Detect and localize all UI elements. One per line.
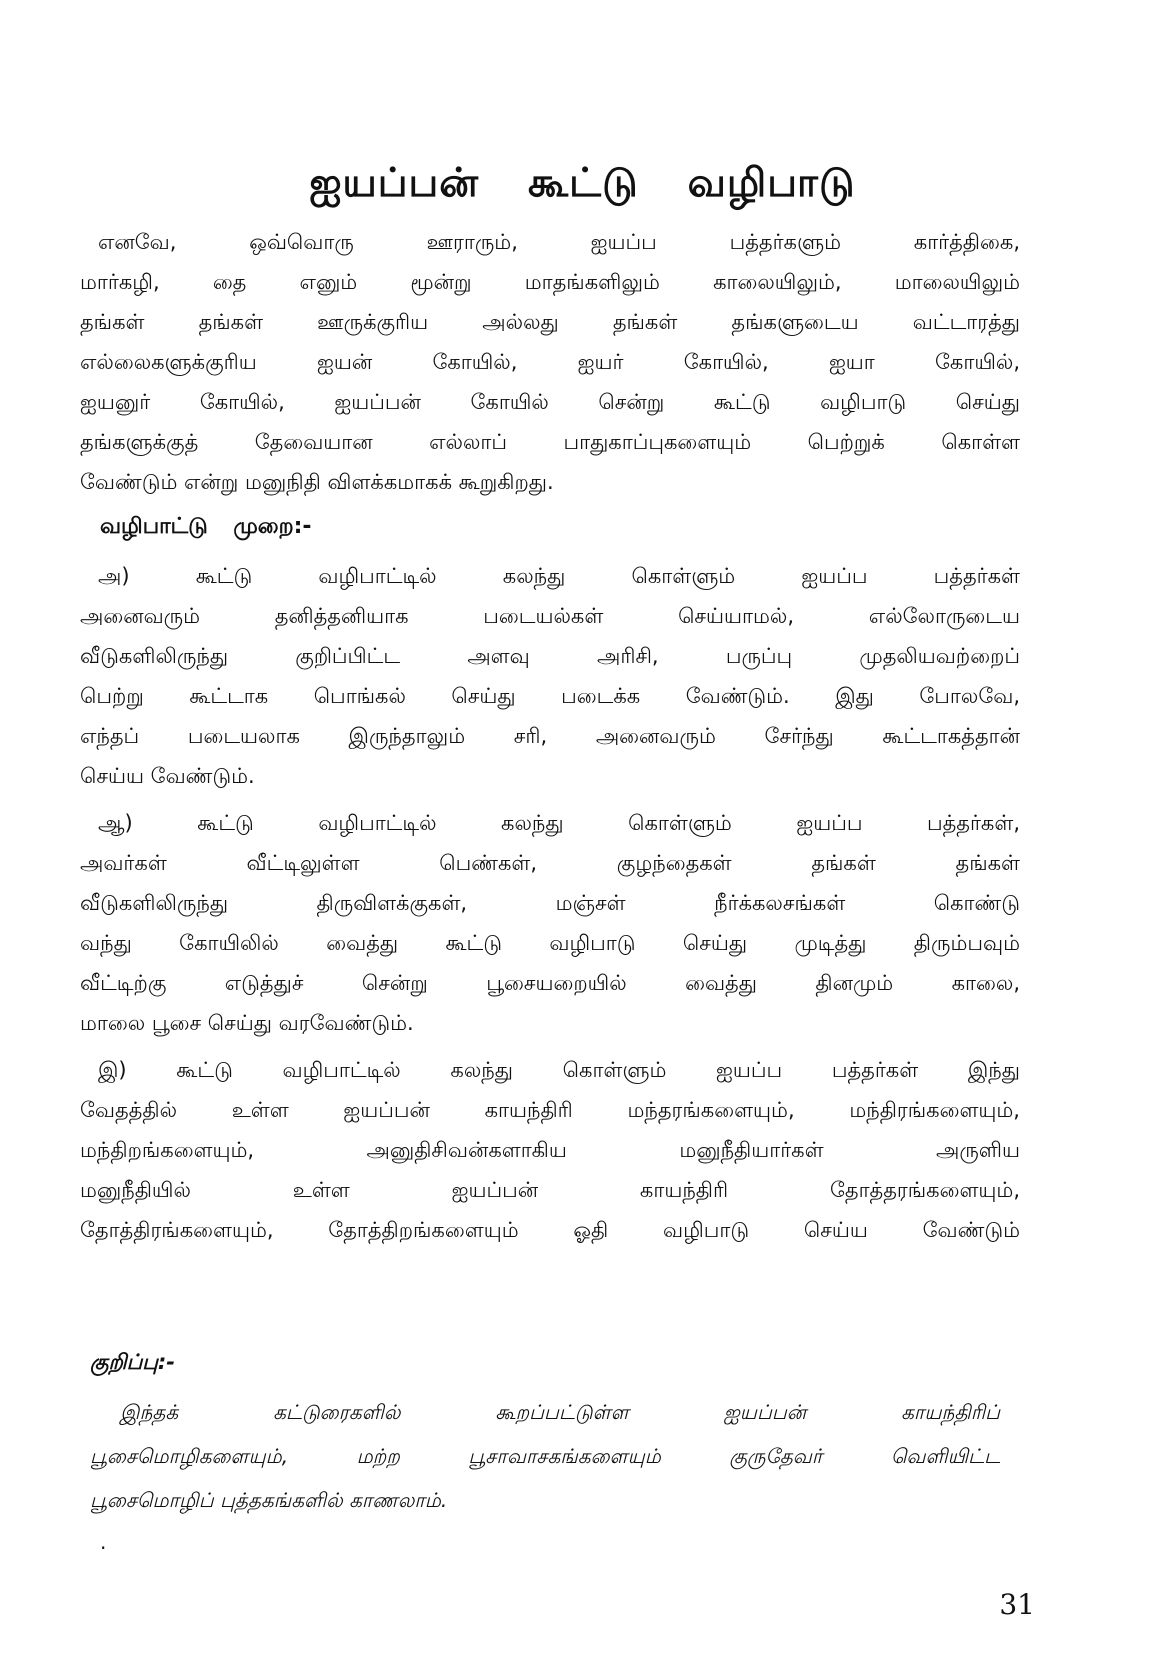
- text-line: அ) கூட்டு வழிபாட்டில் கலந்து கொள்ளும் ஐயப்ப பத்தர்கள்: [98, 564, 1020, 588]
- text-line: தோத்திரங்களையும், தோத்திறங்களையும் ஓதி வழிபாடு செய்ய வேண்டும்: [80, 1218, 1020, 1242]
- text-line: பூசைமொழிகளையும், மற்ற பூசாவாசகங்களையும் குருதேவர் வெளியிட்ட: [90, 1444, 1000, 1468]
- text-line: எனவே, ஒவ்வொரு ஊராரும், ஐயப்ப பத்தர்களும் கார்த்திகை,: [98, 230, 1020, 254]
- text-line: அவர்கள் வீட்டிலுள்ள பெண்கள், குழந்தைகள் தங்கள் தங்கள்: [80, 851, 1020, 875]
- note-heading: குறிப்பு:-: [90, 1350, 175, 1374]
- text-line: வீடுகளிலிருந்து திருவிளக்குகள், மஞ்சள் நீர்க்கலசங்கள் கொண்டு: [80, 891, 1020, 915]
- text-line: இ) கூட்டு வழிபாட்டில் கலந்து கொள்ளும் ஐயப்ப பத்தர்கள் இந்து: [98, 1058, 1020, 1082]
- paragraph-a: [80, 556, 1020, 796]
- text-line: பூசைமொழிப் புத்தகங்களில் காணலாம்.: [90, 1488, 448, 1512]
- text-line: மனுநீதியில் உள்ள ஐயப்பன் காயந்திரி தோத்தரங்களையும்,: [80, 1178, 1020, 1202]
- text-line: அனைவரும் தனித்தனியாக படையல்கள் செய்யாமல், எல்லோருடைய: [80, 604, 1020, 628]
- text-line: எல்லைகளுக்குரிய ஐயன் கோயில், ஐயர் கோயில், ஐயா கோயில்,: [80, 350, 1020, 374]
- text-line: எந்தப் படையலாக இருந்தாலும் சரி, அனைவரும் சேர்ந்து கூட்டாகத்தான்: [80, 724, 1020, 748]
- text-line: வேதத்தில் உள்ள ஐயப்பன் காயந்திரி மந்தரங்களையும், மந்திரங்களையும்,: [80, 1098, 1020, 1122]
- method-heading: வழிபாட்டு முறை:-: [100, 514, 312, 539]
- text-line: தங்களுக்குத் தேவையான எல்லாப் பாதுகாப்புகளையும் பெற்றுக் கொள்ள: [80, 430, 1020, 454]
- note-paragraph: [90, 1390, 1000, 1522]
- paragraph-i: [80, 1050, 1020, 1250]
- text-line: மாலை பூசை செய்து வரவேண்டும்.: [80, 1011, 414, 1035]
- stray-mark: .: [100, 1530, 107, 1554]
- text-line: தங்கள் தங்கள் ஊருக்குரிய அல்லது தங்கள் தங்களுடைய வட்டாரத்து: [80, 310, 1020, 334]
- text-line: வீட்டிற்கு எடுத்துச் சென்று பூசையறையில் வைத்து தினமும் காலை,: [80, 971, 1020, 995]
- intro-paragraph: [80, 222, 1020, 502]
- text-line: மந்திறங்களையும், அனுதிசிவன்களாகிய மனுநீதியார்கள் அருளிய: [80, 1138, 1020, 1162]
- text-line: வந்து கோயிலில் வைத்து கூட்டு வழிபாடு செய்து முடித்து திரும்பவும்: [80, 931, 1020, 955]
- paragraph-aa: [80, 803, 1020, 1043]
- text-line: வீடுகளிலிருந்து குறிப்பிட்ட அளவு அரிசி, பருப்பு முதலியவற்றைப்: [80, 644, 1020, 668]
- text-line: மார்கழி, தை எனும் மூன்று மாதங்களிலும் காலையிலும், மாலையிலும்: [80, 270, 1020, 294]
- text-line: ஐயனுர் கோயில், ஐயப்பன் கோயில் சென்று கூட்டு வழிபாடு செய்து: [80, 390, 1020, 414]
- text-line: இந்தக் கட்டுரைகளில் கூறப்பட்டுள்ள ஐயப்பன் காயந்திரிப்: [120, 1400, 1000, 1424]
- text-line: பெற்று கூட்டாக பொங்கல் செய்து படைக்க வேண்டும். இது போலவே,: [80, 684, 1020, 708]
- text-line: ஆ) கூட்டு வழிபாட்டில் கலந்து கொள்ளும் ஐயப்ப பத்தர்கள்,: [98, 811, 1020, 835]
- page-number: 31: [999, 1588, 1035, 1621]
- text-line: செய்ய வேண்டும்.: [80, 764, 255, 788]
- text-line: வேண்டும் என்று மனுநிதி விளக்கமாகக் கூறுகிறது.: [80, 470, 554, 494]
- page-title: ஐயப்பன் கூட்டு வழிபாடு: [309, 160, 856, 206]
